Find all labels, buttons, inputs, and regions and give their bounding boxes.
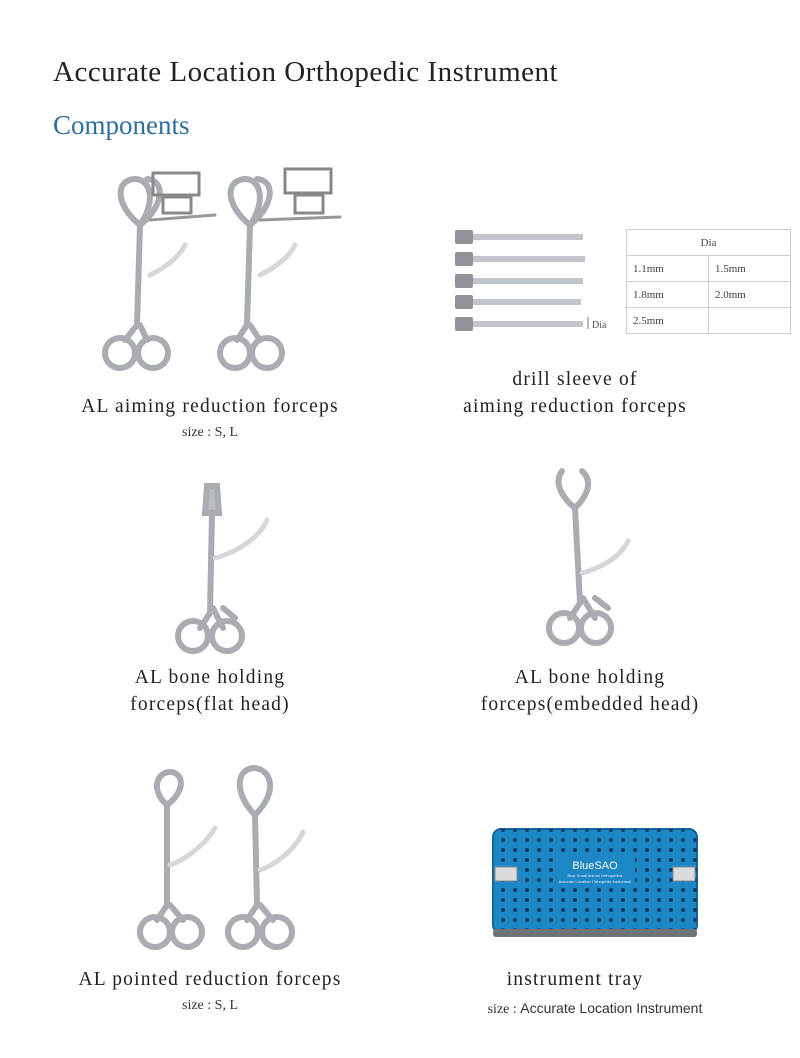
aiming-reduction-forceps-image <box>95 165 355 377</box>
tray-brand: BlueSAO <box>572 860 618 872</box>
caption-aiming-forceps <box>30 393 390 420</box>
caption-line: forceps(flat head) <box>130 694 290 715</box>
size-pointed-forceps <box>150 998 270 1014</box>
size-instrument-tray <box>460 1000 730 1018</box>
caption-line: AL aiming reduction forceps <box>81 396 339 417</box>
caption-line: aiming reduction forceps <box>463 396 687 417</box>
size-prefix: size : <box>182 425 212 440</box>
table-cell: 2.0mm <box>709 282 791 308</box>
caption-line: instrument tray <box>506 969 644 990</box>
size-value: Accurate Location Instrument <box>520 1000 703 1016</box>
table-cell: 1.5mm <box>709 256 791 282</box>
caption-pointed-forceps <box>30 966 390 993</box>
table-cell: 1.8mm <box>627 282 709 308</box>
size-value: S, L <box>214 425 238 440</box>
caption-line: AL bone holding <box>514 667 666 688</box>
size-value: S, L <box>214 998 238 1013</box>
pointed-reduction-forceps-image <box>135 760 315 955</box>
diameter-table <box>626 229 791 334</box>
bone-holding-forceps-flat-image <box>165 478 285 658</box>
size-aiming-forceps <box>150 425 270 441</box>
size-prefix: size : <box>182 998 212 1013</box>
caption-bone-holding-flat <box>60 664 360 718</box>
tray-line-2: Accurate Location Orthopedic Instrument <box>558 879 632 884</box>
section-heading: Components <box>53 110 190 140</box>
page-title: Accurate Location Orthopedic Instrument <box>53 56 559 88</box>
caption-line: AL bone holding <box>134 667 286 688</box>
caption-line: forceps(embedded head) <box>480 694 700 715</box>
caption-instrument-tray <box>440 966 710 993</box>
caption-line: drill sleeve of <box>512 369 638 390</box>
table-cell: 2.5mm <box>627 308 709 334</box>
instrument-tray-image <box>485 825 705 945</box>
caption-drill-sleeve <box>420 366 730 420</box>
tray-line-1: Blue Small Animal Orthopedics <box>567 873 623 878</box>
table-cell: 1.1mm <box>627 256 709 282</box>
table-cell <box>709 308 791 334</box>
caption-bone-holding-embedded <box>430 664 750 718</box>
caption-line: AL pointed reduction forceps <box>78 969 342 990</box>
bone-holding-forceps-embedded-image <box>540 463 650 653</box>
size-prefix: size : <box>487 1002 517 1017</box>
diameter-table-header: Dia <box>627 230 791 256</box>
dia-label: Dia <box>592 320 607 331</box>
